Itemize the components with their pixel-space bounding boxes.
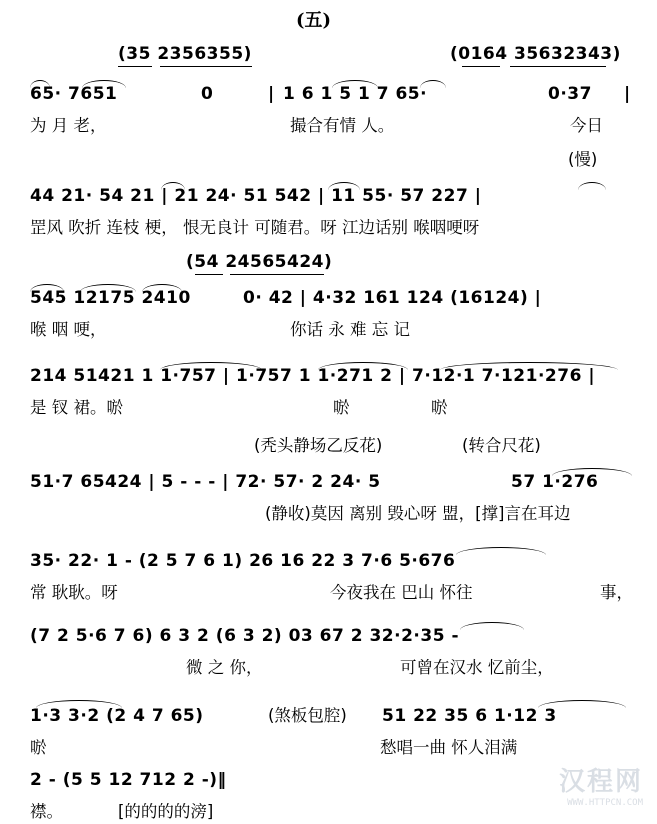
- slur: [420, 80, 446, 88]
- lyric-segment: 唹: [431, 398, 448, 417]
- underline: [195, 274, 223, 275]
- underline: [510, 66, 606, 67]
- lyric-segment: 唹: [333, 398, 350, 417]
- slur: [456, 547, 546, 555]
- lyric-segment: 今夜我在 巴山 怀往: [330, 583, 473, 602]
- slur: [80, 284, 136, 292]
- slur: [538, 700, 626, 708]
- watermark-logo: 汉程网: [558, 767, 643, 797]
- notation-segment: 2 - (5 5 12 712 2 -)‖: [30, 770, 227, 790]
- lyric-segment: 事，: [600, 583, 633, 602]
- underline: [230, 274, 324, 275]
- notation-segment: 1 6 1 5 1 7 65·: [283, 84, 428, 104]
- notation-segment: 0: [201, 84, 214, 104]
- notation-segment: 214 51421 1 1·757 | 1·757 1 1·271 2 | 7·12·1 7·121·276 |: [30, 366, 596, 386]
- lyric-segment: 可曾在汉水 忆前尘，: [400, 658, 554, 677]
- notation-segment: 44 21· 54 21 | 21 24· 51 542 | 11 55· 57 227 |: [30, 186, 482, 206]
- lyric-segment: 撮合有情 人。: [290, 116, 395, 135]
- lyric-segment: 为 月 老，: [30, 116, 107, 135]
- lyric-segment: (慢): [568, 150, 598, 169]
- notation-segment: 0·37: [548, 84, 592, 104]
- watermark-url: WWW.HTTPCN.COM: [567, 798, 643, 808]
- lyric-segment: (静收)莫因 离别 毁心呀 盟，[撑]言在耳边: [265, 504, 571, 523]
- slur: [578, 182, 606, 190]
- lyric-segment: 今日: [570, 116, 603, 135]
- lyric-segment: (秃头静场乙反花): [254, 436, 383, 455]
- notation-segment: 0· 42 | 4·32 161 124 (16124) |: [243, 288, 542, 308]
- slur: [328, 182, 360, 190]
- slur: [30, 80, 50, 88]
- slur: [142, 284, 182, 292]
- slur: [36, 700, 122, 708]
- lyric-segment: 是 钗 裙。唹: [30, 398, 123, 417]
- notation-segment: |: [268, 84, 275, 104]
- underline: [160, 66, 252, 67]
- lyric-segment: [的的的的滂]: [118, 802, 214, 821]
- lyric-segment: (煞板包腔): [268, 706, 347, 725]
- slur: [552, 468, 632, 476]
- notation-segment: |: [624, 84, 631, 104]
- lyric-segment: 襟。: [30, 802, 63, 821]
- lyric-segment: 微 之 你，: [186, 658, 263, 677]
- slur: [161, 182, 185, 190]
- notation-segment: 1·3 3·2 (2 4 7 65): [30, 706, 204, 726]
- slur: [160, 362, 262, 370]
- notation-segment: (0164 35632343): [450, 44, 621, 64]
- notation-segment: 65· 7651: [30, 84, 118, 104]
- underline: [462, 66, 500, 67]
- slur: [82, 80, 126, 88]
- notation-segment: 545 12175 2410: [30, 288, 191, 308]
- lyric-segment: 喉 咽 哽，: [30, 320, 107, 339]
- lyric-segment: (转合尺花): [462, 436, 541, 455]
- notation-segment: 57 1·276: [511, 472, 599, 492]
- lyric-segment: 愁唱一曲 怀人泪满: [380, 738, 518, 757]
- underline: [118, 66, 152, 67]
- slur: [460, 622, 524, 630]
- section-title: (五): [296, 10, 332, 31]
- notation-segment: 35· 22· 1 - (2 5 7 6 1) 26 16 22 3 7·6 5·676: [30, 551, 456, 571]
- notation-segment: (35 2356355): [118, 44, 252, 64]
- notation-segment: (54 24565424): [186, 252, 333, 272]
- notation-segment: (7 2 5·6 7 6) 6 3 2 (6 3 2) 03 67 2 32·2·35 -: [30, 626, 460, 646]
- lyric-segment: 罡风 吹折 连枝 梗， 恨无良计 可随君。呀 江边话别 喉咽哽呀: [30, 218, 480, 237]
- lyric-segment: 唹: [30, 738, 47, 757]
- notation-segment: 51·7 65424 | 5 - - - | 72· 57· 2 24· 5: [30, 472, 381, 492]
- slur: [332, 80, 378, 88]
- slur: [318, 362, 408, 370]
- lyric-segment: 你话 永 难 忘 记: [290, 320, 410, 339]
- slur: [440, 362, 618, 370]
- slur: [30, 284, 64, 292]
- watermark: [559, 761, 643, 808]
- lyric-segment: 常 耿耿。呀: [30, 583, 118, 602]
- notation-segment: 51 22 35 6 1·12 3: [382, 706, 557, 726]
